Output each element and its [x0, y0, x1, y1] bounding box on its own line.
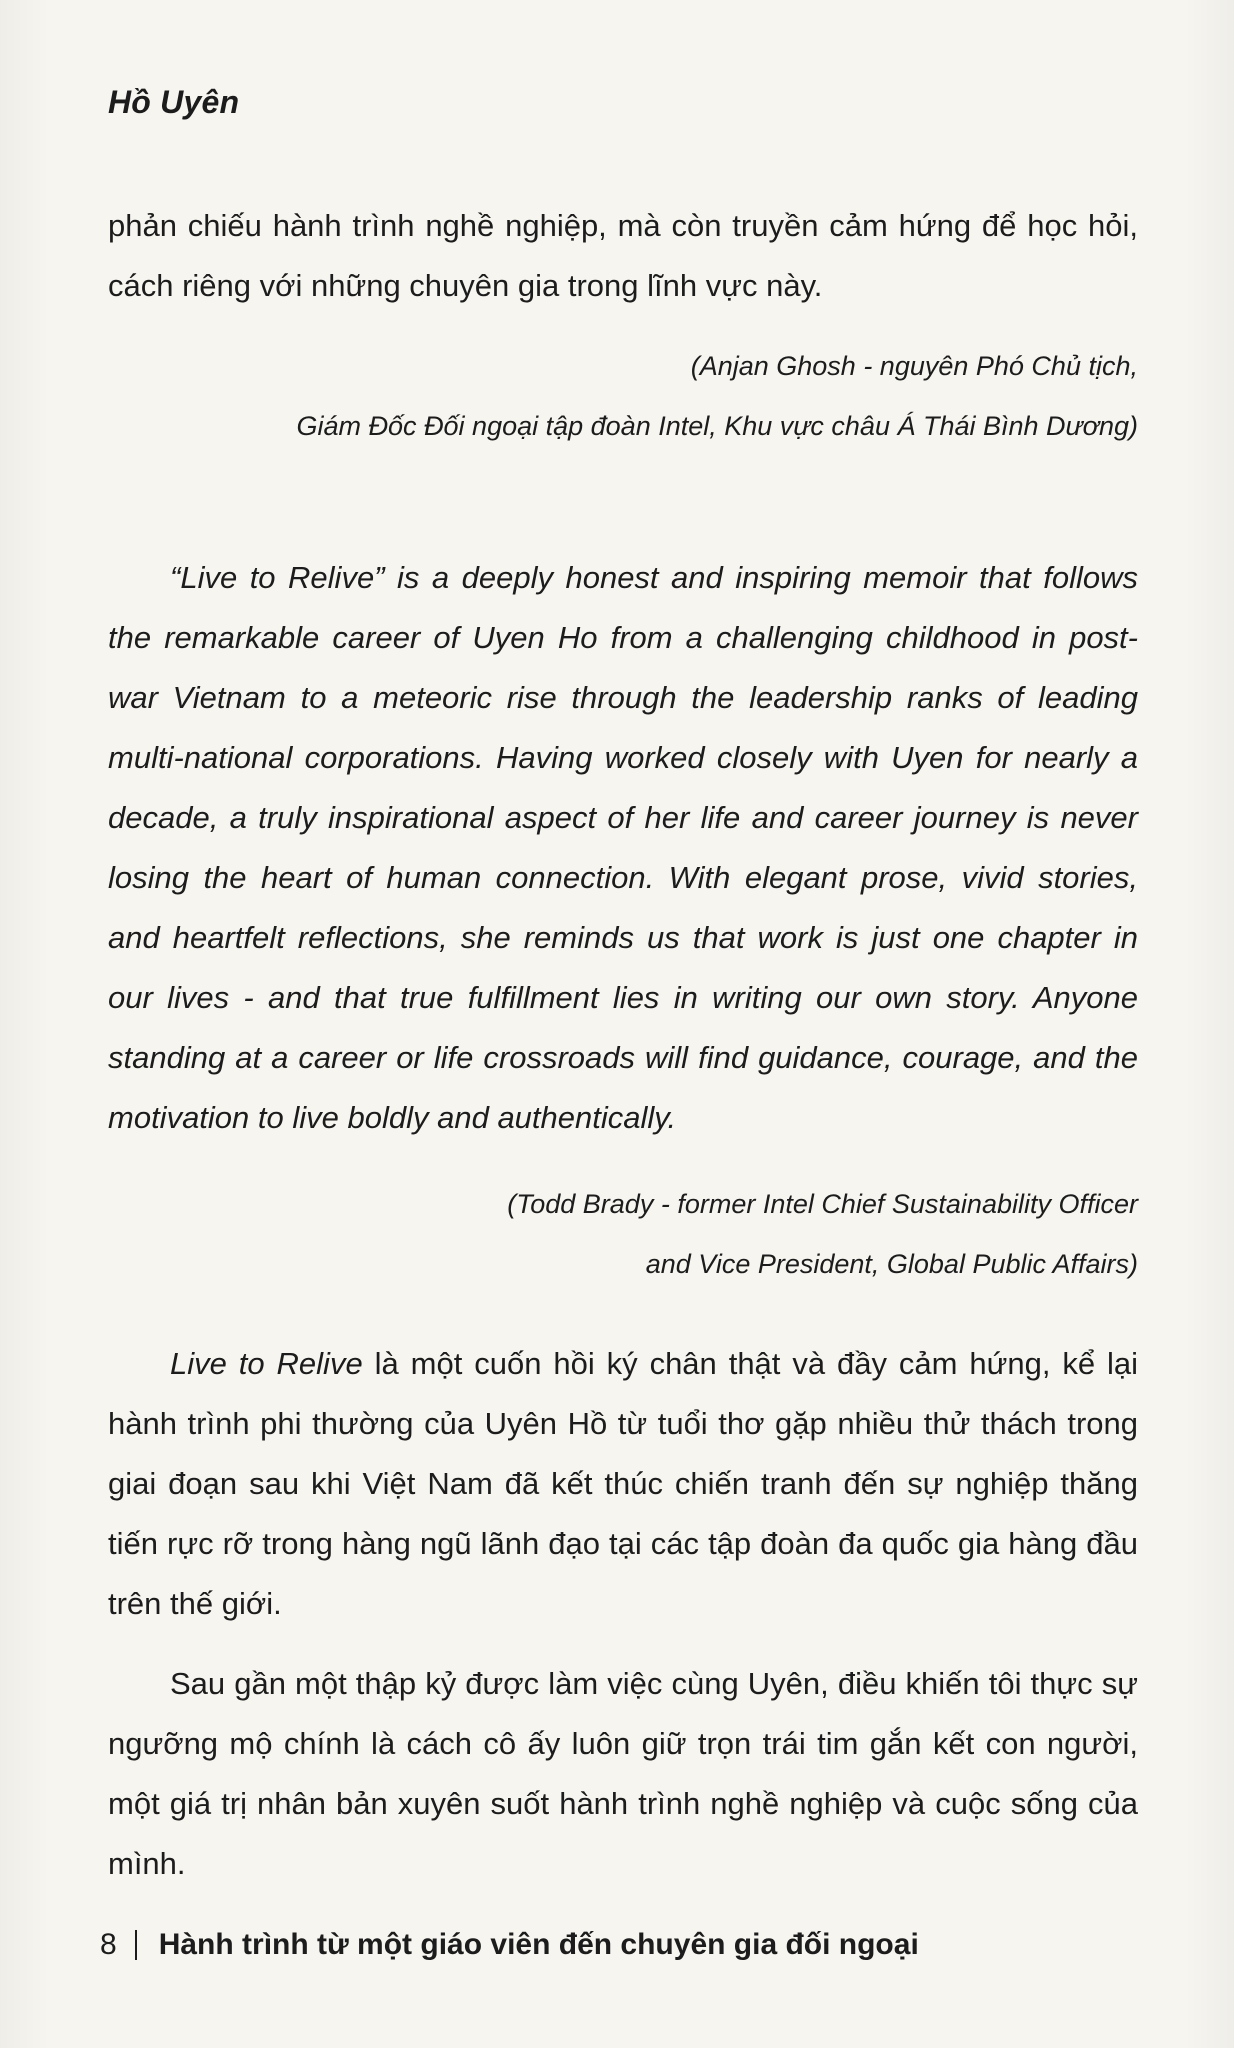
vietnamese-paragraph-2: Sau gần một thập kỷ được làm việc cùng Uyên, điều khiến tôi thực sự ngưỡng mộ chính là cách cô ấy luôn giữ trọn trái tim gắn kết con người, một giá trị nhân bản xuyên suốt hành trình nghề nghiệp và cuộc sống của mình. — [108, 1666, 1138, 1881]
intro-paragraph: phản chiếu hành trình nghề nghiệp, mà còn truyền cảm hứng để học hỏi, cách riêng với những chuyên gia trong lĩnh vực này. — [108, 208, 1138, 303]
running-head-author: Hồ Uyên — [108, 84, 240, 120]
book-title-italic: Live to Relive — [170, 1346, 363, 1381]
vietnamese-paragraph-1 — [108, 1334, 1138, 1634]
english-quote-block — [108, 548, 1138, 1148]
vietnamese-paragraph-1-block — [108, 1334, 1138, 1634]
footer-book-title: Hành trình từ một giáo viên đến chuyên gia đối ngoại — [158, 1928, 919, 1961]
intro-block — [108, 196, 1138, 316]
english-quote: “Live to Relive” is a deeply honest and inspiring memoir that follows the remarkable career of Uyen Ho from a challenging childhood in post-war Vietnam to a meteoric rise through the leadership ranks of leading multi-national corporations. Having worked closely with Uyen for nearly a decade, a truly inspirational aspect of her life and career journey is never losing the heart of human connection. With elegant prose, vivid stories, and heartfelt reflections, she reminds us that work is just one chapter in our lives - and that true fulfillment lies in writing our own story. Anyone standing at a career or life crossroads will find guidance, courage, and the motivation to live boldly and authentically. — [108, 560, 1138, 1135]
attribution-2-line-1: (Todd Brady - former Intel Chief Sustainability Officer — [507, 1189, 1138, 1219]
vietnamese-paragraph-1-text: là một cuốn hồi ký chân thật và đầy cảm hứng, kể lại hành trình phi thường của Uyên Hồ từ tuổi thơ gặp nhiều thử thách trong giai đoạn sau khi Việt Nam đã kết thúc chiến tranh đến sự nghiệp thăng tiến rực rỡ trong hàng ngũ lãnh đạo tại các tập đoàn đa quốc gia hàng đầu trên thế giới. — [108, 1346, 1139, 1621]
vietnamese-paragraph-2-block — [108, 1654, 1138, 1894]
attribution-anjan-ghosh — [108, 336, 1138, 456]
attribution-todd-brady — [108, 1174, 1138, 1294]
page-number: 8 — [100, 1928, 117, 1961]
page-footer — [100, 1928, 919, 1962]
attribution-1-line-2: Giám Đốc Đối ngoại tập đoàn Intel, Khu vực châu Á Thái Bình Dương) — [296, 411, 1138, 441]
attribution-2-line-2: and Vice President, Global Public Affairs) — [645, 1249, 1138, 1279]
footer-divider — [135, 1930, 137, 1960]
attribution-1-line-1: (Anjan Ghosh - nguyên Phó Chủ tịch, — [690, 351, 1138, 381]
